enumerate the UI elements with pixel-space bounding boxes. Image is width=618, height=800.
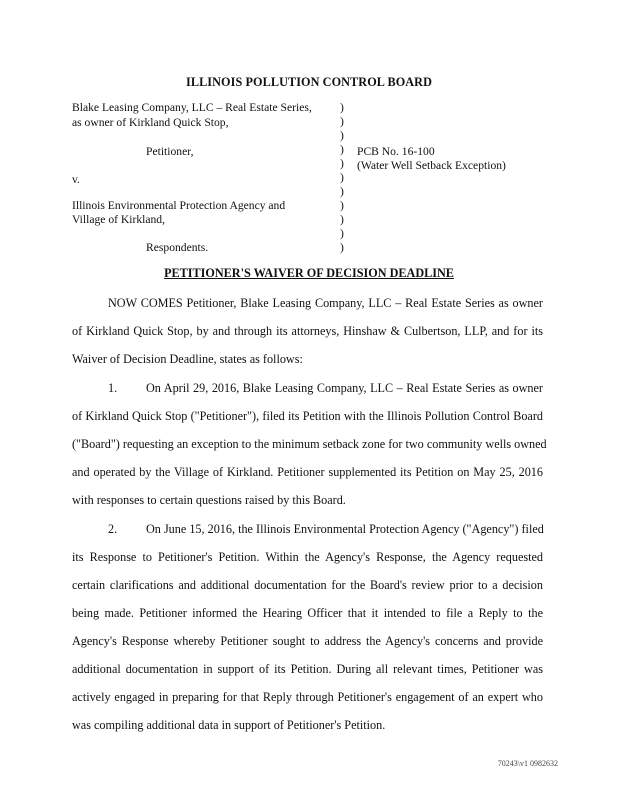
respondent-role: Respondents. xyxy=(146,241,209,254)
caption-paren: ) xyxy=(340,171,344,184)
document-heading: PETITIONER'S WAIVER OF DECISION DEADLINE xyxy=(164,266,454,280)
paragraph-number: 2. xyxy=(108,522,118,536)
case-type: (Water Well Setback Exception) xyxy=(357,159,506,172)
intro-line: NOW COMES Petitioner, Blake Leasing Company, LLC – Real Estate Series as owner xyxy=(108,296,543,310)
paragraph-2-line: certain clarifications and additional documentation for the Board's review prior to a decision xyxy=(72,578,543,592)
intro-line: of Kirkland Quick Stop, by and through its attorneys, Hinshaw & Culbertson, LLP, and for its xyxy=(72,324,543,338)
petitioner-role: Petitioner, xyxy=(146,145,194,158)
case-number: PCB No. 16-100 xyxy=(357,145,435,158)
paragraph-1-line: and operated by the Village of Kirkland. Petitioner supplemented its Petition on May 25, 2016 xyxy=(72,465,543,479)
caption-paren: ) xyxy=(340,129,344,142)
paragraph-2-line: being made. Petitioner informed the Hearing Officer that it intended to file a Reply to the xyxy=(72,606,543,620)
paragraph-2-line: On June 15, 2016, the Illinois Environmental Protection Agency ("Agency") filed xyxy=(146,522,544,536)
caption-paren: ) xyxy=(340,101,344,114)
paragraph-number: 1. xyxy=(108,381,118,395)
paragraph-2-line: its Response to Petitioner's Petition. Within the Agency's Response, the Agency requested xyxy=(72,550,543,564)
respondent-name-line-1: Illinois Environmental Protection Agency and xyxy=(72,199,286,212)
paragraph-1-line: of Kirkland Quick Stop ("Petitioner"), filed its Petition with the Illinois Pollution Control Board xyxy=(72,409,543,423)
caption-paren: ) xyxy=(340,157,344,170)
intro-line: Waiver of Decision Deadline, states as follows: xyxy=(72,352,303,366)
paragraph-2-line: additional documentation in support of its Petition. During all relevant times, Petitioner was xyxy=(72,662,543,676)
paragraph-1-line: ("Board") requesting an exception to the minimum setback zone for two community wells owned xyxy=(72,437,547,451)
petitioner-name-line-2: as owner of Kirkland Quick Stop, xyxy=(72,116,229,129)
caption-paren: ) xyxy=(340,199,344,212)
paragraph-1-line: with responses to certain questions raised by this Board. xyxy=(72,493,346,507)
versus: v. xyxy=(72,173,80,186)
document-footer-id: 70243\v1 0982632 xyxy=(497,759,558,768)
caption-paren: ) xyxy=(340,227,344,240)
caption-paren: ) xyxy=(340,143,344,156)
caption-paren: ) xyxy=(340,185,344,198)
petitioner-name-line-1: Blake Leasing Company, LLC – Real Estate Series, xyxy=(72,101,312,114)
paragraph-2-line: actively engaged in preparing for that Reply through Petitioner's engagement of an expert who xyxy=(72,690,543,704)
respondent-name-line-2: Village of Kirkland, xyxy=(72,213,165,226)
paragraph-2-line: was compiling additional data in support of Petitioner's Petition. xyxy=(72,718,386,732)
caption-paren: ) xyxy=(340,241,344,254)
board-title: ILLINOIS POLLUTION CONTROL BOARD xyxy=(186,75,432,89)
caption-paren: ) xyxy=(340,115,344,128)
paragraph-1-line: On April 29, 2016, Blake Leasing Company, LLC – Real Estate Series as owner xyxy=(146,381,543,395)
caption-paren: ) xyxy=(340,213,344,226)
paragraph-2-line: Agency's Response whereby Petitioner sought to address the Agency's concerns and provide xyxy=(72,634,543,648)
